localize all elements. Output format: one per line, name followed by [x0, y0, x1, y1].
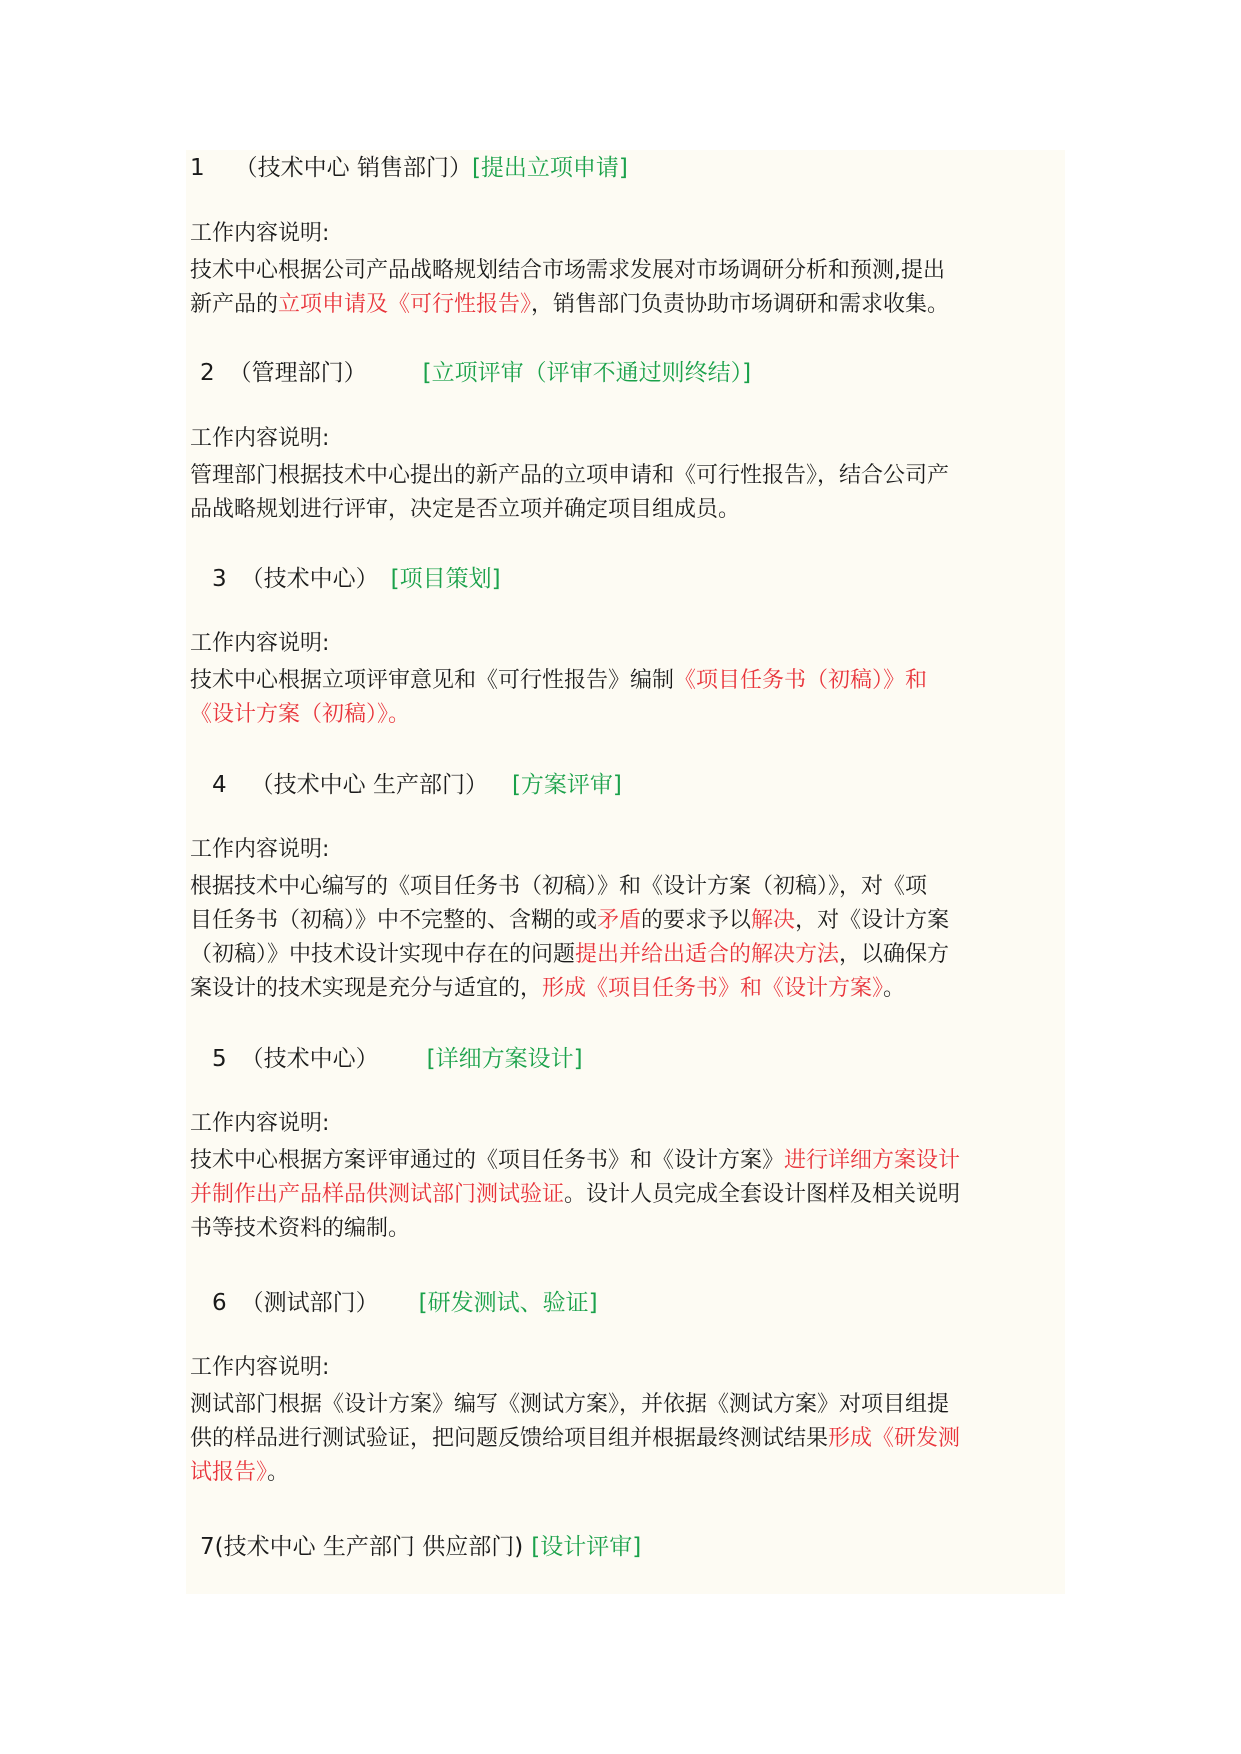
step-description	[190, 1388, 1060, 1490]
step-tag: [设计评审]	[531, 1534, 642, 1560]
text-run: 案设计的技术实现是充分与适宜的，	[190, 976, 543, 1001]
step-department: （管理部门）	[228, 360, 367, 386]
text-run: 。设计人员完成全套设计图样及相关说明	[564, 1182, 961, 1207]
work-content-label: 工作内容说明:	[190, 221, 330, 246]
work-content-label: 工作内容说明:	[190, 1111, 330, 1136]
step-department: （技术中心）	[240, 566, 379, 592]
step-heading	[200, 1532, 641, 1562]
step-department: （技术中心 生产部门）	[250, 772, 488, 798]
text-run: 的要求予以	[641, 908, 752, 933]
highlight-text: 形成《项目任务书》和《设计方案》	[542, 976, 884, 1001]
text-run: ，对《设计方案	[795, 908, 950, 933]
text-run: 。	[267, 1460, 290, 1485]
step-heading	[212, 1044, 583, 1074]
highlight-text: 《设计方案（初稿）》。	[190, 702, 411, 727]
step-tag: [详细方案设计]	[426, 1046, 583, 1072]
highlight-text: 形成《研发测	[828, 1426, 961, 1451]
text-run: 技术中心根据公司产品战略规划结合市场需求发展对市场调研分析和预测,提出	[190, 258, 945, 283]
text-run: 目任务书（初稿）》中不完整的、含糊的或	[190, 908, 598, 933]
step-number: 4	[212, 772, 227, 798]
text-run: 管理部门根据技术中心提出的新产品的立项申请和《可行性报告》，结合公司产	[190, 463, 950, 488]
highlight-text: 矛盾	[597, 908, 642, 933]
step-number: 7	[200, 1534, 215, 1560]
text-run: 。	[883, 976, 906, 1001]
highlight-text: 提出并给出适合的解决方法	[575, 942, 840, 967]
step-tag: [立项评审（评审不通过则终结）]	[422, 360, 752, 386]
work-content-label: 工作内容说明:	[190, 631, 330, 656]
step-tag: [项目策划]	[390, 566, 501, 592]
text-run: 技术中心根据立项评审意见和《可行性报告》编制	[190, 668, 675, 693]
work-content-label: 工作内容说明:	[190, 837, 330, 862]
highlight-text: 并制作出产品样品供测试部门测试验证	[190, 1182, 565, 1207]
step-heading	[212, 770, 622, 800]
step-heading	[212, 1288, 598, 1318]
text-run: 供的样品进行测试验证，把问题反馈给项目组并根据最终测试结果	[190, 1426, 829, 1451]
step-tag: [方案评审]	[511, 772, 622, 798]
highlight-text: 《项目任务书（初稿）》和	[674, 668, 928, 693]
step-description	[190, 664, 1060, 732]
highlight-text: 解决	[751, 908, 796, 933]
step-number: 5	[212, 1046, 227, 1072]
highlight-text: 进行详细方案设计	[784, 1148, 961, 1173]
step-heading	[212, 564, 501, 594]
text-run: 测试部门根据《设计方案》编写《测试方案》，并依据《测试方案》对项目组提	[190, 1392, 950, 1417]
work-content-label: 工作内容说明:	[190, 1355, 330, 1380]
text-run: （初稿）》中技术设计实现中存在的问题	[190, 942, 576, 967]
step-department: (技术中心 生产部门 供应部门)	[214, 1534, 524, 1560]
step-number: 2	[200, 360, 215, 386]
step-tag: [研发测试、验证]	[418, 1290, 598, 1316]
step-number: 6	[212, 1290, 227, 1316]
text-run: ，以确保方	[839, 942, 950, 967]
step-number: 3	[212, 566, 227, 592]
step-description	[190, 254, 1060, 322]
step-department: （技术中心）	[240, 1046, 379, 1072]
step-description	[190, 1144, 1060, 1246]
step-heading	[200, 358, 751, 388]
text-run: 技术中心根据方案评审通过的《项目任务书》和《设计方案》	[190, 1148, 785, 1173]
step-heading	[190, 153, 628, 183]
work-content-label: 工作内容说明:	[190, 426, 330, 451]
highlight-text: 立项申请及《可行性报告》	[278, 292, 532, 317]
text-run: 品战略规划进行评审，决定是否立项并确定项目组成员。	[190, 497, 741, 522]
step-description	[190, 459, 1060, 527]
text-run: 书等技术资料的编制。	[190, 1216, 411, 1241]
step-department: （技术中心 销售部门）	[234, 155, 472, 181]
step-tag: [提出立项申请]	[471, 155, 628, 181]
highlight-text: 试报告》	[190, 1460, 268, 1485]
text-run: 新产品的	[190, 292, 279, 317]
step-department: （测试部门）	[240, 1290, 379, 1316]
text-run: ，销售部门负责协助市场调研和需求收集。	[531, 292, 950, 317]
step-number: 1	[190, 155, 205, 181]
text-run: 根据技术中心编写的《项目任务书（初稿）》和《设计方案（初稿）》，对《项	[190, 874, 928, 899]
step-description	[190, 870, 1060, 1006]
